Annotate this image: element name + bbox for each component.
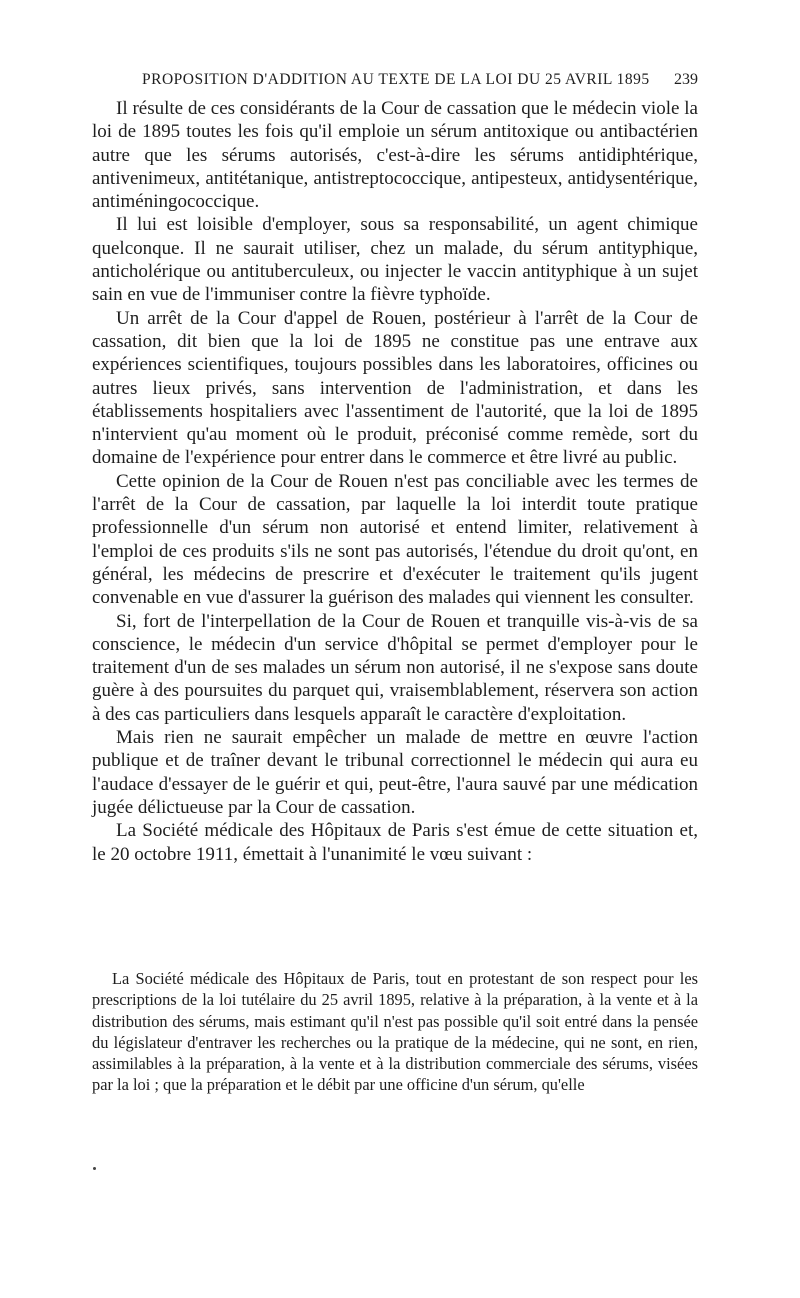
- page-header: [92, 71, 698, 95]
- paragraph-7: La Société médicale des Hôpitaux de Paris s'est émue de cette situation et, le 20 octobre 1911, émettait à l'unanimité le vœu suivant :: [92, 820, 698, 865]
- paragraph-5: Si, fort de l'interpellation de la Cour de Rouen et tranquille vis-à-vis de sa conscience, le médecin d'un service d'hôpital se permet d'employer pour le traitement d'un de ses malades un sérum non autorisé, il ne s'expose sans doute guère à des poursuites du parquet qui, vraisemblablement, réservera son action à des cas particuliers dans lesquels apparaît le caractère d'exploitation.: [92, 610, 698, 725]
- paragraph-2: Il lui est loisible d'employer, sous sa responsabilité, un agent chimique quelconque. Il ne saurait utiliser, chez un malade, du sérum antityphique, anticholérique ou antituberculeux, ou injecter le vaccin antityphique à un sujet sain en vue de l'immuniser contre la fièvre typhoïde.: [92, 214, 698, 306]
- paragraph-3: Un arrêt de la Cour d'appel de Rouen, postérieur à l'arrêt de la Cour de cassation, dit bien que la loi de 1895 ne constitue pas une entrave aux expériences scientifiques, toujours possibles dans les laboratoires, officines ou autres lieux privés, sans intervention de l'administration, et dans les établissements hospitaliers avec l'assentiment de l'autorité, que la loi de 1895 n'intervient qu'au moment où le produit, préconisé comme remède, sort du domaine de l'expérience pour entrer dans le commerce et être livré au public.: [92, 307, 698, 469]
- body-text: [92, 97, 698, 866]
- page-number: 239: [674, 71, 698, 88]
- paragraph-1: Il résulte de ces considérants de la Cour de cassation que le médecin viole la loi de 1895 toutes les fois qu'il emploie un sérum antitoxique ou antibactérien autre que les sérums autorisés, c'est-à-dire les sérums antidiphtérique, antivenimeux, antitétanique, antistreptococcique, antipesteux, antidysentérique, antiméningococcique.: [92, 98, 698, 213]
- paragraph-6: Mais rien ne saurait empêcher un malade de mettre en œuvre l'action publique et de traîner devant le tribunal correctionnel le médecin qui aura eu l'audace d'essayer de le guérir et qui, peut-être, l'aura sauvé par une médication jugée délictueuse par la Cour de cassation.: [92, 727, 698, 818]
- quote-text: La Société médicale des Hôpitaux de Paris, tout en protestant de son respect pour les prescriptions de la loi tutélaire du 25 avril 1895, relative à la préparation, à la vente et à la distribution des sérums, mais estimant qu'il n'est pas possible qu'il soit entré dans la pensée du législateur d'entraver les recherches ou la pratique de la médecine, qui ne sont, en rien, assimilables à la préparation, à la vente et à la distribution commerciale des sérums, visées par la loi ; que la préparation et le débit par une officine d'un sérum, qu'elle: [92, 969, 698, 1095]
- quoted-resolution: [92, 968, 698, 1096]
- running-title: PROPOSITION D'ADDITION AU TEXTE DE LA LOI DU 25 AVRIL 1895: [142, 71, 650, 88]
- paragraph-4: Cette opinion de la Cour de Rouen n'est pas conciliable avec les termes de l'arrêt de la Cour de cassation, par laquelle la loi interdit toute pratique professionnelle d'un sérum non autorisé et entend limiter, relativement à l'emploi de ces produits s'ils ne sont pas autorisés, l'étendue du droit qu'ont, en général, les médecins de prescrire et d'exécuter le traitement qu'ils jugent convenable en vue d'assurer la guérison des malades qui viennent les consulter.: [92, 470, 698, 609]
- print-speck: [93, 1167, 96, 1170]
